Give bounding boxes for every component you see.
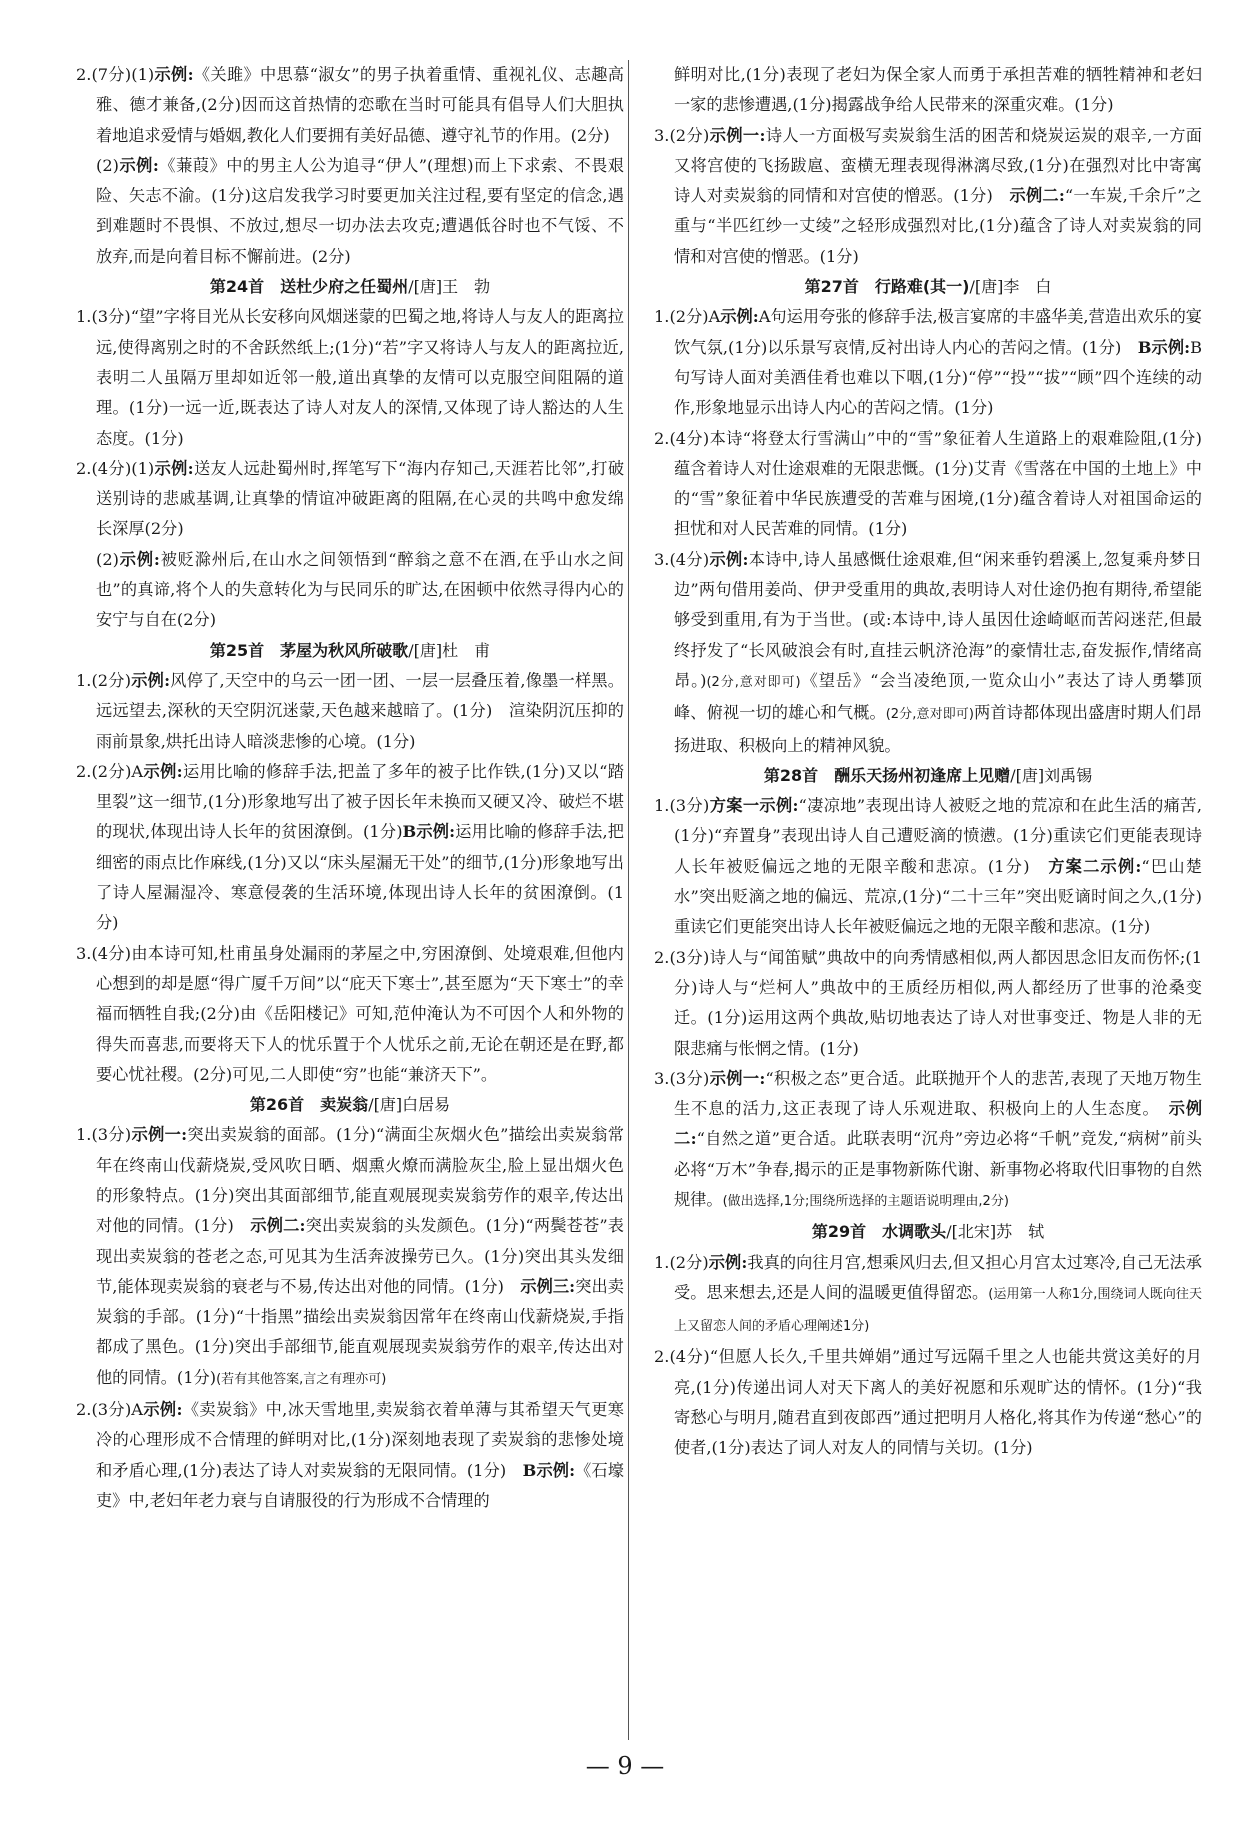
answer-item: 2.(3分)诗人与“闻笛赋”典故中的向秀情感相似,两人都因思念旧友而伤怀;(1分)诗人与“烂柯人”典故中的王质经历相似,两人都经历了世事的沧桑变迁。(1分)运用这两个典故,贴切地表达了诗人对世事变迁、物是人非的无限悲痛与怅惘之情。(1分) [654,947,1202,1058]
answer-item: 1.(2分)示例:我真的向往月宫,想乘风归去,但又担心月宫太过寒冷,自己无法承受。思来想去,还是人间的温暖更值得留恋。(运用第一人称1分,围绕词人既向往天上又留恋人间的矛盾心理阐述1分) [654,1252,1202,1335]
answer-item: 3.(4分)示例:本诗中,诗人虽感慨仕途艰难,但“闲来垂钓碧溪上,忽复乘舟梦日边”两句借用姜尚、伊尹受重用的典故,表明诗人对仕途仍抱有期待,希望能够受到重用,有为于当世。(或:本诗中,诗人虽因仕途崎岖而苦闷迷茫,但最终抒发了“长风破浪会有时,直挂云帆济沧海”的豪情壮志,奋发振作,情绪高昂。)(2分,意对即可)《望岳》“会当凌绝顶,一览众山小”表达了诗人勇攀顶峰、俯视一切的雄心和气概。(2分,意对即可)两首诗都体现出盛唐时期人们昂扬进取、积极向上的精神风貌。 [654,549,1202,755]
answer-item: 3.(4分)由本诗可知,杜甫虽身处漏雨的茅屋之中,穷困潦倒、处境艰难,但他内心想到的却是愿“得广厦千万间”以“庇天下寒士”,甚至愿为“天下寒士”的幸福而牺牲自我;(2分)由《岳阳楼记》可知,范仲淹认为不可因个人和外物的得失而喜悲,而要将天下人的忧乐置于个人忧乐之前,无论在朝还是在野,都要心忧社稷。(2分)可见,二人即使“穷”也能“兼济天下”。 [76,943,624,1084]
poem-heading: 第29首 水调歌头/[北宋]苏 轼 [811,1222,1045,1242]
answer-item: 1.(2分)示例:风停了,天空中的乌云一团一团、一层一层叠压着,像墨一样黑。远远望去,深秋的天空阴沉迷蒙,天色越来越暗了。(1分) 渲染阴沉压抑的雨前景象,烘托出诗人暗淡悲惨的心境。(1分) [76,670,624,751]
answer-item: 2.(4分)“但愿人长久,千里共婵娟”通过写远隔千里之人也能共赏这美好的月亮,(1分)传递出词人对天下离人的美好祝愿和乐观旷达的情怀。(1分)“我寄愁心与明月,随君直到夜郎西”通过把明月人格化,将其作为传递“愁心”的使者,(1分)表达了词人对友人的同情与关切。(1分) [654,1347,1202,1458]
answer-item: 2.(3分)A示例:《卖炭翁》中,冰天雪地里,卖炭翁衣着单薄与其希望天气更寒冷的心理形成不合情理的鲜明对比,(1分)深刻地表现了卖炭翁的悲惨处境和矛盾心理,(1分)表达了诗人对卖炭翁的无限同情。(1分) B示例:《石壕吏》中,老妇年老力衰与自请服役的行为形成不合情理的 [76,1400,624,1510]
answer-item: (2)示例:被贬滁州后,在山水之间领悟到“醉翁之意不在酒,在乎山水之间也”的真谛,将个人的失意转化为与民同乐的旷达,在困顿中依然寻得内心的安宁与自在(2分) [96,549,624,630]
poem-heading: 第24首 送杜少府之任蜀州/[唐]王 勃 [209,277,491,297]
column-divider [628,60,629,1740]
answer-item: 1.(3分)方案一示例:“凄凉地”表现出诗人被贬之地的荒凉和在此生活的痛苦,(1分)“弃置身”表现出诗人自己遭贬滴的愤懑。(1分)重读它们更能表现诗人长年被贬偏远之地的无限辛酸和悲凉。(1分) 方案二示例:“巴山楚水”突出贬滴之地的偏远、荒凉,(1分)“二十三年”突出贬谪时间之久,(1分)重读它们更能突出诗人长年被贬偏远之地的无限辛酸和悲凉。(1分) [654,796,1202,937]
poem-heading: 第26首 卖炭翁/[唐]白居易 [249,1095,451,1115]
answer-item: 3.(2分)示例一:诗人一方面极写卖炭翁生活的困苦和烧炭运炭的艰辛,一方面又将宫使的飞扬跋扈、蛮横无理表现得淋漓尽致,(1分)在强烈对比中寄寓诗人对卖炭翁的同情和对宫使的憎恶。(1分) 示例二:“一车炭,千余斤”之重与“半匹红纱一丈绫”之轻形成强烈对比,(1分)蕴含了诗人对卖炭翁的同情和对宫使的憎恶。(1分) [654,125,1202,266]
poem-heading: 第25首 茅屋为秋风所破歌/[唐]杜 甫 [209,640,491,660]
answer-item: (2)示例:《蒹葭》中的男主人公为追寻“伊人”(理想)而上下求索、不畏艰险、矢志不渝。(1分)这启发我学习时要更加关注过程,要有坚定的信念,遇到难题时不畏惧、不放过,想尽一切办法去攻克;遭遇低谷时也不气馁、不放弃,而是向着目标不懈前进。(2分) [96,155,624,266]
poem-heading: 第28首 酬乐天扬州初逢席上见赠/[唐]刘禹锡 [763,765,1093,785]
answer-item: 1.(3分)示例一:突出卖炭翁的面部。(1分)“满面尘灰烟火色”描绘出卖炭翁常年在终南山伐薪烧炭,受风吹日晒、烟熏火燎而满脸灰尘,脸上显出烟火色的形象特点。(1分)突出其面部细节,能直观展现卖炭翁劳作的艰辛,传达出对他的同情。(1分) 示例二:突出卖炭翁的头发颜色。(1分)“两鬓苍苍”表现出卖炭翁的苍老之态,可见其为生活奔波操劳已久。(1分)突出其头发细节,能体现卖炭翁的衰老与不易,传达出对他的同情。(1分) 示例三:突出卖炭翁的手部。(1分)“十指黑”描绘出卖炭翁因常年在终南山伐薪烧炭,手指都成了黑色。(1分)突出手部细节,能直观展现卖炭翁劳作的艰辛,传达出对他的同情。(1分)(若有其他答案,言之有理亦可) [76,1125,624,1387]
answer-item: 鲜明对比,(1分)表现了老妇为保全家人而勇于承担苦难的牺牲精神和老妇一家的悲惨遭遇,(1分)揭露战争给人民带来的深重灾难。(1分) [674,65,1202,115]
page-number: — 9 — [585,1752,665,1780]
answer-item: 2.(7分)(1)示例:《关雎》中思慕“淑女”的男子执着重情、重视礼仪、志趣高雅、德才兼备,(2分)因而这首热情的恋歌在当时可能具有倡导人们大胆执着地追求爱情与婚姻,教化人们要拥有美好品德、遵守礼节的作用。(2分) [76,65,624,145]
right-column [654,60,1202,1464]
answer-item: 2.(4分)(1)示例:送友人远赴蜀州时,挥笔写下“海内存知己,天涯若比邻”,打破送别诗的悲戚基调,让真挚的情谊冲破距离的阻隔,在心灵的共鸣中愈发绵长深厚(2分) [76,458,625,539]
answer-item: 2.(2分)A示例:运用比喻的修辞手法,把盖了多年的被子比作铁,(1分)又以“踏里裂”这一细节,(1分)形象地写出了被子因长年未换而又硬又冷、破烂不堪的现状,体现出诗人长年的贫困潦倒。(1分)B示例:运用比喻的修辞手法,把细密的雨点比作麻线,(1分)又以“床头屋漏无干处”的细节,(1分)形象地写出了诗人屋漏湿冷、寒意侵袭的生活环境,体现出诗人长年的贫困潦倒。(1分) [76,761,624,933]
answer-item: 3.(3分)示例一:“积极之态”更合适。此联抛开个人的悲苦,表现了天地万物生生不息的活力,这正表现了诗人乐观进取、积极向上的人生态度。 示例二:“自然之道”更合适。此联表明“沉舟”旁边必将“千帆”竞发,“病树”前头必将“万木”争春,揭示的正是事物新陈代谢、新事物必将取代旧事物的自然规律。(做出选择,1分;围绕所选择的主题语说明理由,2分) [654,1068,1203,1209]
left-column [76,60,624,1516]
poem-heading: 第27首 行路难(其一)/[唐]李 白 [804,277,1052,297]
answer-item: 2.(4分)本诗“将登太行雪满山”中的“雪”象征着人生道路上的艰难险阻,(1分)蕴含着诗人对仕途艰难的无限悲慨。(1分)艾青《雪落在中国的土地上》中的“雪”象征着中华民族遭受的苦难与困境,(1分)蕴含着诗人对祖国命运的担忧和对人民苦难的同情。(1分) [654,428,1202,539]
answer-item: 1.(3分)“望”字将目光从长安移向风烟迷蒙的巴蜀之地,将诗人与友人的距离拉远,使得离别之时的不舍跃然纸上;(1分)“若”字又将诗人与友人的距离拉近,表明二人虽隔万里却如近邻一般,道出真挚的友情可以克服空间阻隔的道理。(1分)一远一近,既表达了诗人对友人的深情,又体现了诗人豁达的人生态度。(1分) [76,307,624,448]
answer-item: 1.(2分)A示例:A句运用夸张的修辞手法,极言宴席的丰盛华美,营造出欢乐的宴饮气氛,(1分)以乐景写哀情,反衬出诗人内心的苦闷之情。(1分) B示例:B句写诗人面对美酒佳肴也难以下咽,(1分)“停”“投”“拔”“顾”四个连续的动作,形象地显示出诗人内心的苦闷之情。(1分) [654,307,1202,418]
